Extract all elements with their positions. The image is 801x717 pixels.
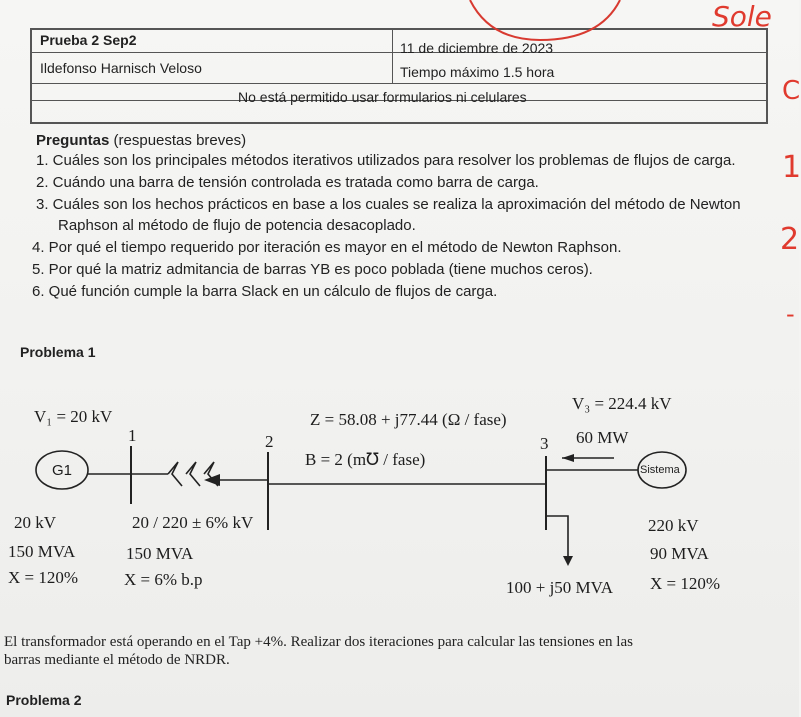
transformer-mva: 150 MVA <box>126 544 194 563</box>
load-arrow-head <box>563 556 573 566</box>
gen-mva: 150 MVA <box>8 542 76 561</box>
question-5: 5. Por qué la matriz admitancia de barras YB es poco poblada (tiene muchos ceros). <box>32 261 593 278</box>
bus-3-number: 3 <box>540 434 549 453</box>
system-kv: 220 kV <box>648 516 699 535</box>
question-6: 6. Qué función cumple la barra Slack en un cálculo de flujos de carga. <box>32 283 498 300</box>
system-reactance: X = 120% <box>650 574 721 593</box>
handwritten-mark-dash: - <box>786 300 795 328</box>
question-3: 3. Cuáles son los hechos prácticos en base a los cuales se realiza la aproximación del método de Newton <box>36 196 741 213</box>
transformer-kv: 20 / 220 ± 6% kV <box>132 513 254 532</box>
bus-2-number: 2 <box>265 432 274 451</box>
handwritten-name: Sole <box>712 0 772 33</box>
question-3-cont: Raphson al método de flujo de potencia desacoplado. <box>58 217 416 234</box>
power-label: 60 MW <box>576 428 629 447</box>
line-susceptance: B = 2 (m℧ / fase) <box>305 450 426 469</box>
v1-label: V₁ = 20 kV <box>34 407 113 426</box>
handwritten-mark-1: 1 <box>782 150 801 185</box>
gen-reactance: X = 120% <box>8 568 79 587</box>
v3-label: V₃ = 224.4 kV <box>572 394 672 413</box>
gen-kv: 20 kV <box>14 513 57 532</box>
time-limit: Tiempo máximo 1.5 hora <box>400 64 555 80</box>
flow-arrow-head <box>204 474 220 486</box>
exam-date: 11 de diciembre de 2023 <box>400 40 554 56</box>
professor-name: Ildefonso Harnisch Veloso <box>40 60 202 76</box>
question-2: 2. Cuándo una barra de tensión controlada es tratada como barra de carga. <box>36 174 539 191</box>
problem-1-statement-line1: El transformador está operando en el Tap +4%. Realizar dos iteraciones para calcular las tensiones en las <box>4 634 633 650</box>
load-value: 100 + j50 MVA <box>506 578 614 597</box>
handwritten-mark-c: C <box>782 76 801 106</box>
question-1: 1. Cuáles son los principales métodos iterativos utilizados para resolver los problemas de flujos de carga. <box>36 152 736 169</box>
course-name: Prueba 2 Sep2 <box>40 32 137 48</box>
problem-2-title: Problema 2 <box>6 692 82 708</box>
load-connection <box>546 516 568 556</box>
power-arrow-head <box>562 454 574 462</box>
system-mva: 90 MVA <box>650 544 709 563</box>
bus-1-number: 1 <box>128 426 137 445</box>
handwritten-mark-2: 2 <box>780 222 800 257</box>
question-4: 4. Por qué el tiempo requerido por iteración es mayor en el método de Newton Raphson. <box>32 239 622 256</box>
problem-1-title: Problema 1 <box>20 344 96 360</box>
system-label: Sistema <box>640 464 680 476</box>
line-impedance: Z = 58.08 + j77.44 (Ω / fase) <box>310 410 507 429</box>
questions-title-bold: Preguntas <box>36 132 110 149</box>
transformer-reactance: X = 6% b.p <box>124 570 203 589</box>
exam-notice: No está permitido usar formularios ni celulares <box>238 89 527 105</box>
questions-title-rest: (respuestas breves) <box>109 132 247 149</box>
generator-label: G1 <box>52 462 73 479</box>
problem-1-statement-line2: barras mediante el método de NRDR. <box>4 652 230 668</box>
